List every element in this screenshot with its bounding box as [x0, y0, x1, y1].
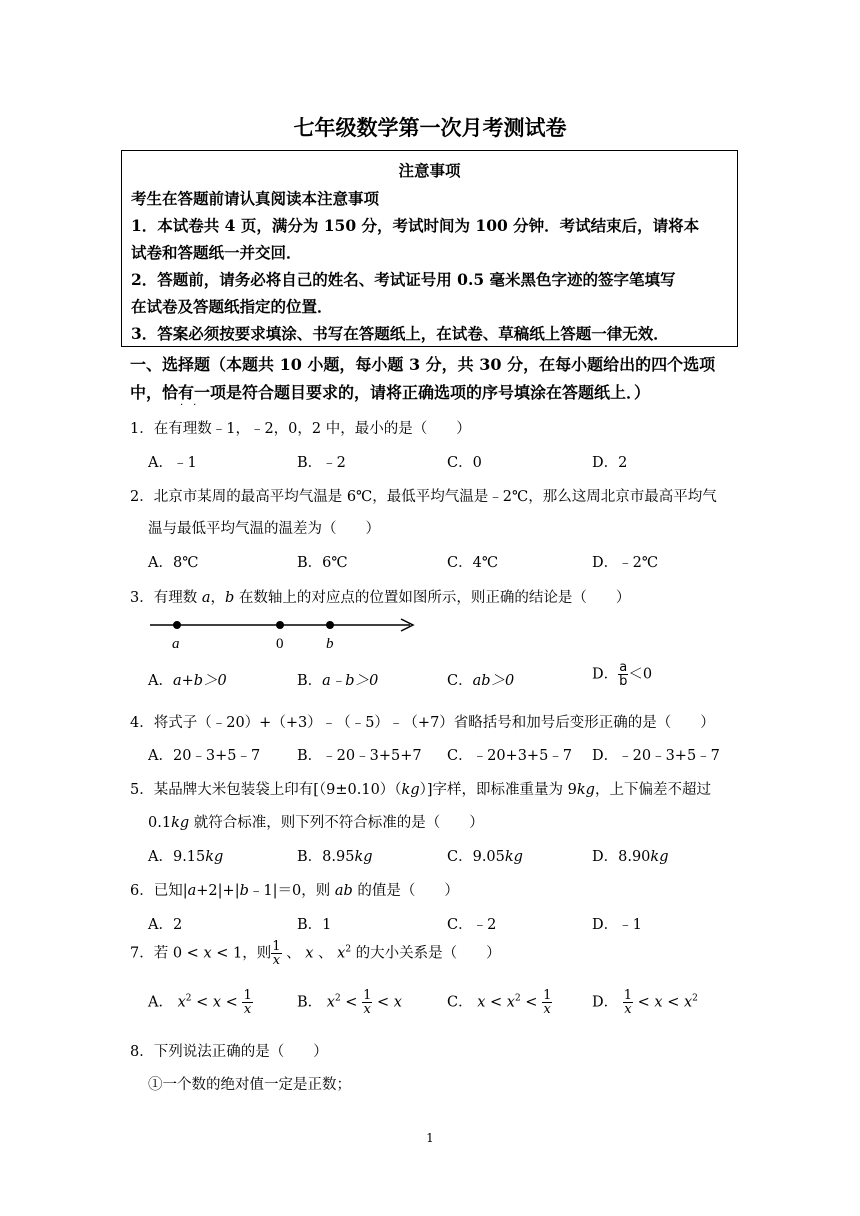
q1-option-d: D．2: [592, 455, 628, 471]
notice-line: 在试卷及答题纸指定的位置．: [131, 297, 333, 316]
q4-option-d: D．﹣20﹣3+5﹣7: [592, 748, 720, 764]
q3-option-b: B．a﹣b＞0: [297, 673, 379, 689]
exam-title: 七年级数学第一次月考测试卷: [293, 115, 567, 140]
q6-option-b: B．1: [297, 917, 332, 933]
point-b: [326, 621, 334, 629]
question-5-cont: 0.1kg 就符合标准，则下列不符合标准的是（ ）: [148, 815, 484, 831]
q7-option-a: A． $x^2 < x$ < $\frac{1}{x}$: [148, 988, 252, 1017]
notice-heading: 注意事项: [398, 161, 461, 180]
q7-option-b: B． $x^2$ < $\frac{1}{x}$ < x: [297, 988, 402, 1017]
point-a: [173, 621, 181, 629]
q4-option-b: B．﹣20﹣3+5+7: [297, 748, 422, 764]
q7-option-c: C． $x < x^2$ < $\frac{1}{x}$: [447, 988, 552, 1017]
q5-option-b: B．8.95kg: [297, 849, 373, 865]
q7-option-d: D． $\frac{1}{x}$ < $x < x^2$: [592, 988, 698, 1017]
q1-option-b: B．﹣2: [297, 455, 346, 471]
q4-option-a: A．20﹣3+5﹣7: [148, 748, 261, 764]
q3-option-a: A．a+b＞0: [148, 673, 227, 689]
q2-option-b: B．6℃: [297, 555, 348, 571]
q8-statement-1: ①一个数的绝对值一定是正数；: [148, 1077, 351, 1093]
section-heading: 一、选择题（本题共 10 小题，每小题 3 分，共 30 分，在每小题给出的四个选项: [130, 355, 716, 374]
question-4: 4．将式子（﹣20）+（+3）﹣（﹣5）﹣（+7）省略括号和加号后变形正确的是（ ）: [130, 715, 715, 731]
question-2-cont: 温与最低平均气温的温差为（ ）: [148, 521, 380, 537]
question-6: 6．已知|a+2|+|b﹣1|＝0，则 ab 的值是（ ）: [130, 883, 459, 899]
notice-line: 2．答题前，请务必将自己的姓名、考试证号用 0.5 毫米黑色字迹的签字笔填写: [131, 270, 676, 289]
question-5: 5．某品牌大米包装袋上印有[（9±0.10）（kg）]字样，即标准重量为 9kg，上下偏差不超过: [130, 782, 711, 798]
label-b: b: [326, 636, 334, 652]
q2-option-c: C．4℃: [447, 555, 499, 571]
question-2: 2．北京市某周的最高平均气温是 6℃，最低平均气温是﹣2℃，那么这周北京市最高平均气: [130, 489, 717, 505]
q5-option-a: A．9.15kg: [148, 849, 224, 865]
q2-option-d: D．﹣2℃: [592, 555, 659, 571]
q1-option-c: C．0: [447, 455, 482, 471]
section-heading-cont: 中，恰有一项是符合题目要求的，请将正确选项的序号填涂在答题纸上．）: [130, 383, 651, 402]
question-1: 1．在有理数﹣1，﹣2，0，2 中，最小的是（ ）: [130, 421, 471, 437]
q4-option-c: C．﹣20+3+5﹣7: [447, 748, 573, 764]
question-8: 8．下列说法正确的是（ ）: [130, 1044, 328, 1060]
page-number: 1: [426, 1131, 434, 1145]
label-a: a: [172, 636, 180, 652]
q6-option-c: C．﹣2: [447, 917, 497, 933]
number-line-figure: [148, 612, 420, 654]
question-3: 3．有理数 a，b 在数轴上的对应点的位置如图所示，则正确的结论是（ ）: [130, 590, 631, 606]
q5-option-c: C．9.05kg: [447, 849, 523, 865]
notice-line: 3．答案必须按要求填涂、书写在答题纸上，在试卷、草稿纸上答题一律无效．: [131, 324, 669, 343]
label-zero: 0: [276, 636, 284, 652]
notice-line: 1．本试卷共 4 页，满分为 150 分，考试时间为 100 分钟．考试结束后，请将本: [131, 216, 700, 235]
notice-box: [121, 150, 738, 347]
q5-option-d: D．8.90kg: [592, 849, 669, 865]
point-zero: [276, 621, 284, 629]
question-7: 7．若 0 < x < 1，则 $\frac{1}{x}$ 、 x 、 $x^2$ 的大小关系是（ ）: [130, 939, 501, 968]
q3-option-c: C．ab＞0: [447, 673, 515, 689]
q6-option-a: A．2: [148, 917, 183, 933]
emphasis-dots: · ·: [180, 400, 197, 411]
q1-option-a: A．﹣1: [148, 455, 197, 471]
q6-option-d: D．﹣1: [592, 917, 642, 933]
q2-option-a: A．8℃: [148, 555, 199, 571]
notice-line: 试卷和答题纸一并交回．: [131, 243, 302, 262]
q3-option-d: D． $\frac{a}{b}$ ＜0: [592, 660, 653, 689]
notice-line: 考生在答题前请认真阅读本注意事项: [131, 189, 380, 208]
